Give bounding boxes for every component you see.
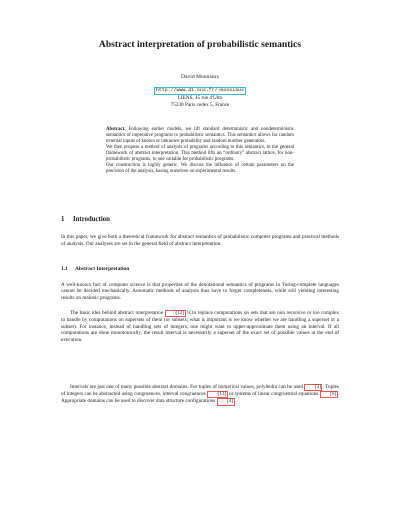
subsection-heading — [61, 266, 129, 272]
author-name: David Monniaux — [180, 74, 220, 80]
author-url-link[interactable]: http://www.di.ens.fr/~monniaux — [155, 88, 245, 93]
body-text: . Tuples of integers can be abstracted using congruences, interval congruences — [61, 384, 339, 398]
body-paragraph-2 — [61, 310, 339, 343]
author-affiliation — [0, 87, 400, 109]
subsection-number: 1.1 — [61, 266, 68, 272]
body-text: or systems of linear congruential equations — [227, 391, 320, 398]
body-paragraph-1: A well-known fact of computer science is that properties of the denotational semantics of programs in Turing-complete languages cannot be decided mechanically. Automatic methods of analysis thus have to forget completeness, while still yielding interesting results on realistic programs. — [61, 282, 339, 301]
abstract-label: Abstract. — [106, 127, 126, 132]
body-text: The basic idea behind abstract interpretation — [70, 310, 165, 316]
abstract-paragraph-1 — [106, 127, 294, 145]
abstract-block — [106, 127, 294, 175]
body-text: is to replace computations on sets that are non recursive or too complex to handle by computations on supersets of them (or subsets; what is important is we know whether we are handling a superset or a subset). For instance, instead of handling sets of integers, one might want to upper-approximate them using an interval. If all computations are done monotonically, the result interval is necessarily a superset of the exact set of possible values at the end of execution. — [61, 310, 339, 343]
abstract-text-1: Following earlier models, we lift standard deterministic and nondeterministic semantics of imperative programs to probabilistic semantics. This semantics allows for random external inputs of known or unknown probability and random number generators. — [106, 127, 294, 145]
citation-link[interactable]: [3] — [304, 384, 322, 391]
section-title: Introduction — [73, 216, 110, 223]
section-number: 1 — [61, 216, 65, 223]
abstract-paragraph-2: We then propose a method of analysis of programs according to this semantics, in the general framework of abstract interpretation. This method lifts an “ordinary” abstract lattice, for non-probabilistic programs, to one suitable for probabilistic programs. — [106, 145, 294, 163]
body-paragraph-3 — [61, 384, 339, 406]
affiliation-line-2: 75230 Paris cedex 5, France — [170, 102, 230, 109]
citation-link[interactable]: [4] — [217, 398, 235, 405]
affiliation-line-1: LIENS, 45 rue d'Ulm — [177, 95, 223, 101]
intro-paragraph: In this paper, we give both a theoretical framework for abstract semantics of probabilistic computer programs and practical methods of analysis. Our analyses are set in the general field of abstract interpretation. — [61, 234, 339, 247]
body-text: . — [234, 398, 236, 405]
body-text: Intervals are just one of many possible abstract domains. For tuples of numerical values, polyhedra can be used — [70, 384, 305, 390]
paper-title: Abstract interpretation of probabilistic semantics — [98, 39, 302, 50]
citation-link[interactable]: [13] — [207, 391, 228, 398]
subsection-title: Abstract Interpretation — [75, 266, 130, 272]
abstract-paragraph-3: Our construction is highly generic. We discuss the influence of certain parameters on the precision of the analysis, basing ourselves on experimental results. — [106, 163, 294, 175]
section-heading — [61, 216, 110, 223]
body-text: . Appropriate domains can be used to discover data structure configurations — [61, 391, 339, 405]
citation-link[interactable]: [12] — [165, 310, 186, 317]
citation-link[interactable]: [6] — [320, 391, 338, 398]
